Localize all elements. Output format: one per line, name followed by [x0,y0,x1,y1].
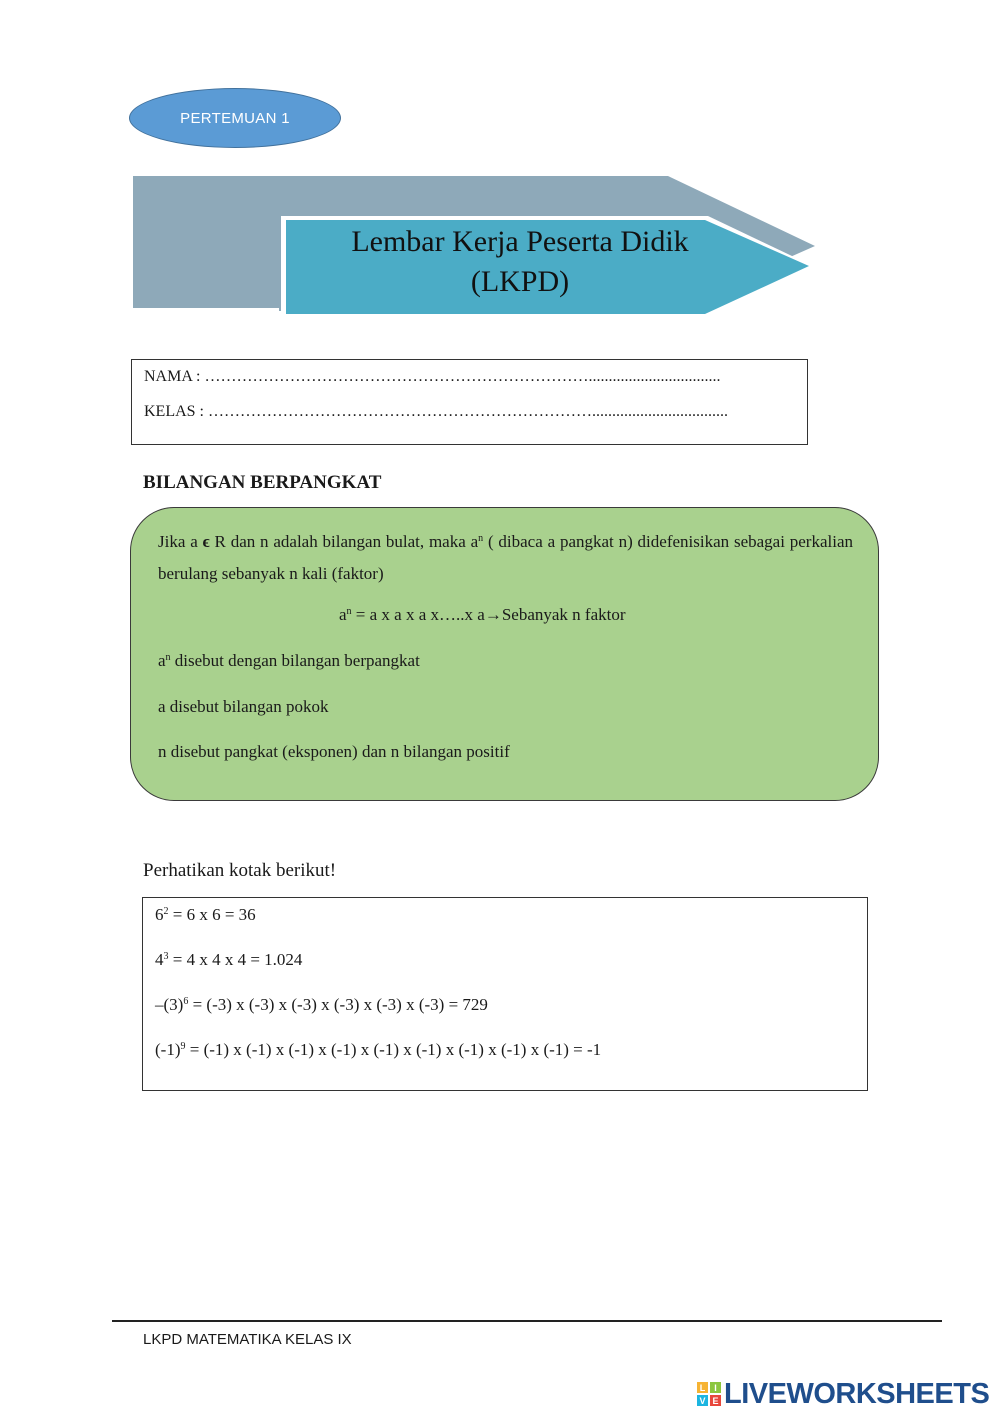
page-title [285,222,755,302]
name-label: NAMA : [144,368,205,385]
example-row [155,995,488,1015]
example-row [155,905,256,925]
example-expansion: = (-3) x (-3) x (-3) x (-3) x (-3) x (-3) = 729 [188,995,488,1014]
class-label: KELAS : [144,403,208,420]
example-exponent: 2 [163,906,169,917]
line1-base: a [158,651,166,670]
formula-exponent: n [346,606,352,617]
example-exponent: 3 [163,951,169,962]
page-title-line2: (LKPD) [470,265,570,298]
element-of-symbol: ϵ [202,532,210,551]
identity-box [131,359,808,445]
example-exponent: 9 [180,1041,186,1052]
class-blank[interactable]: ……………………………………………………………….................................. [208,403,728,420]
example-exponent: 6 [183,996,189,1007]
definition-line-1 [158,651,420,671]
meeting-badge [129,88,341,148]
example-expansion: = 4 x 4 x 4 = 1.024 [168,950,303,969]
definition-box [130,507,879,801]
footer-text: LKPD MATEMATIKA KELAS IX [143,1331,352,1348]
definition-intro [158,526,853,590]
example-expansion: = 6 x 6 = 36 [168,905,256,924]
footer-divider [112,1320,942,1322]
logo-mark-cell: V [697,1395,708,1406]
intro-part-3: ( dibaca a pangkat n) didefenisikan sebagai perkalian berulang sebanyak n kali (faktor) [158,532,853,583]
liveworksheets-logo[interactable] [697,1378,989,1410]
formula-rest: = a x a x a x…..x a→Sebanyak n faktor [351,605,626,624]
instruction-text: Perhatikan kotak berikut! [143,860,337,881]
page-title-line1: Lembar Kerja Peserta Didik [351,225,689,258]
example-base: 6 [155,905,164,924]
definition-line-2: a disebut bilangan pokok [158,697,329,716]
intro-part-1: Jika a [158,532,203,551]
logo-text: LIVEWORKSHEETS [724,1377,990,1410]
example-expansion: = (-1) x (-1) x (-1) x (-1) x (-1) x (-1) x (-1) x (-1) x (-1) = -1 [185,1040,602,1059]
formula-base: a [339,605,347,624]
meeting-label: PERTEMUAN 1 [180,109,290,127]
intro-part-2: R dan n adalah bilangan bulat, maka a [209,532,479,551]
logo-mark-icon [697,1382,721,1406]
intro-superscript: n [478,533,484,544]
example-base: –(3) [155,995,184,1014]
line1-rest: disebut dengan bilangan berpangkat [170,651,420,670]
definition-line-3: n disebut pangkat (eksponen) dan n bilangan positif [158,742,510,761]
logo-mark-cell: L [697,1382,708,1393]
definition-formula [339,605,626,625]
line1-exponent: n [165,652,171,663]
example-row [155,950,302,970]
class-row[interactable] [144,403,728,421]
logo-mark-cell: I [710,1382,721,1393]
section-title: BILANGAN BERPANGKAT [143,472,382,493]
example-row [155,1040,601,1060]
example-base: 4 [155,950,164,969]
examples-box [142,897,868,1091]
logo-mark-cell: E [710,1395,721,1406]
name-blank[interactable]: ………………………………………………………………................................. [204,368,721,385]
example-base: (-1) [155,1040,181,1059]
name-row[interactable] [144,368,720,386]
